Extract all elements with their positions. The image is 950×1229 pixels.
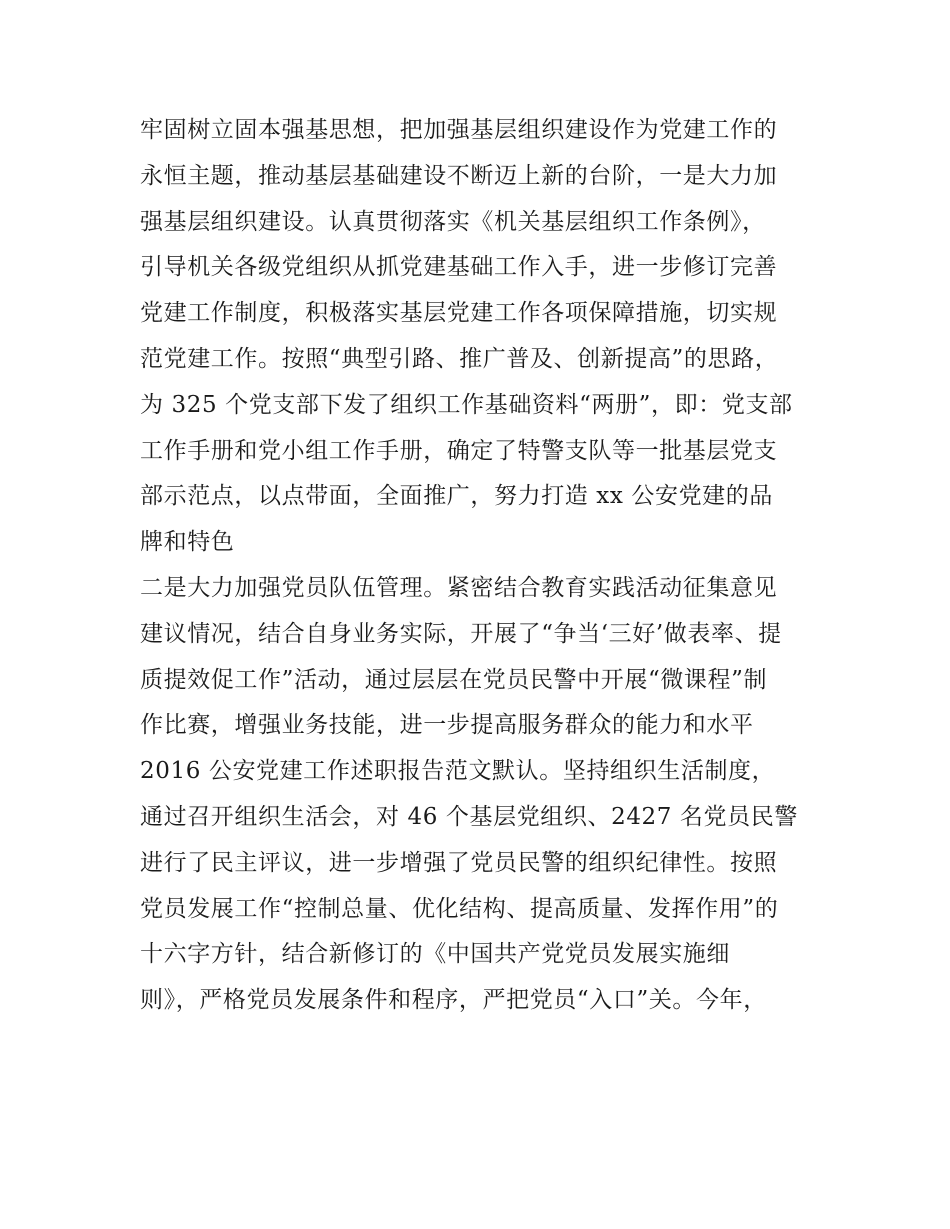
text-line: 通过召开组织生活会，对 46 个基层党组织、2427 名党员民警 [140,803,798,830]
body-text [140,108,840,1024]
text-line: 范党建工作。按照“典型引路、推广普及、创新提高”的思路， [140,345,779,372]
text-line: 牢固树立固本强基思想，把加强基层组织建设作为党建工作的 [140,117,778,143]
text-line: 工作手册和党小组工作手册，确定了特警支队等一批基层党支 [140,437,778,464]
text-line: 牌和特色 [140,529,235,556]
text-line: 质提效促工作”活动，通过层层在党员民警中开展“微课程”制 [140,666,768,693]
text-line: 部示范点，以点带面，全面推广，努力打造 xx 公安党建的品 [140,483,773,510]
text-line: 作比赛，增强业务技能，进一步提高服务群众的能力和水平 [140,712,754,739]
text-line: 2016 公安党建工作述职报告范文默认。坚持组织生活制度， [140,758,776,785]
text-line: 二是大力加强党员队伍管理。紧密结合教育实践活动征集意见 [140,574,778,601]
text-line: 建议情况，结合自身业务实际，开展了“争当‘三好’做表率、提 [140,620,782,647]
text-line: 为 325 个党支部下发了组织工作基础资料“两册”，即：党支部 [140,391,793,418]
text-line: 进行了民主评议，进一步增强了党员民警的组织纪律性。按照 [140,849,778,876]
text-line: 党建工作制度，积极落实基层党建工作各项保障措施，切实规 [140,300,778,327]
text-line: 引导机关各级党组织从抓党建基础工作入手，进一步修订完善 [140,254,778,281]
text-line: 永恒主题，推动基层基础建设不断迈上新的台阶，一是大力加 [140,162,778,189]
text-line: 则》，严格党员发展条件和程序，严把党员“入口”关。今年， [140,987,767,1014]
text-line: 十六字方针，结合新修订的《中国共产党党员发展实施细 [140,941,730,968]
text-line: 强基层组织建设。认真贯彻落实《机关基层组织工作条例》， [140,208,766,235]
text-line: 党员发展工作“控制总量、优化结构、提高质量、发挥作用”的 [140,895,779,922]
